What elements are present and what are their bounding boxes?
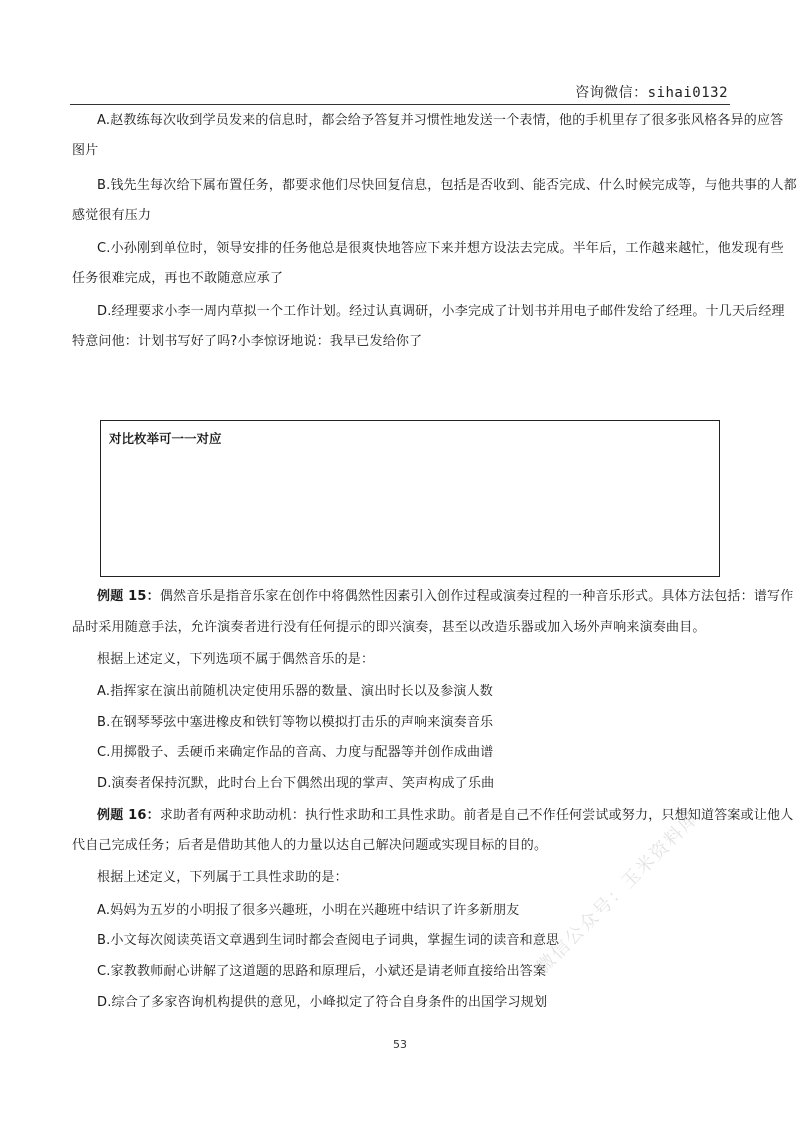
prev-option-c-line1: C.小孙刚到单位时，领导安排的任务他总是很爽快地答应下来并想方设法去完成。半年后，工作越来越忙，他发现有些	[97, 241, 784, 256]
q15-text-line2: 品时采用随意手法，允许演奏者进行没有任何提示的即兴演奏，甚至以改造乐器或加入场外声响来演奏曲目。	[72, 620, 706, 635]
prev-option-b-line1: B.钱先生每次给下属布置任务，都要求他们尽快回复信息，包括是否收到、能否完成、什么时候完成等，与他共事的人都	[97, 178, 797, 193]
watermark: 微信公众号：玉米资料库	[532, 807, 704, 978]
q15-prompt: 根据上述定义，下列选项不属于偶然音乐的是：	[97, 652, 375, 667]
q16-option-c: C.家教教师耐心讲解了这道题的思路和原理后，小斌还是请老师直接给出答案	[97, 964, 547, 979]
q15-text-line1: 偶然音乐是指音乐家在创作中将偶然性因素引入创作过程或演奏过程的一种音乐形式。具体方法包括：谱写作	[159, 589, 794, 604]
q16-label: 例题 16：	[97, 808, 160, 823]
q16-text-line1: 求助者有两种求助动机：执行性求助和工具性求助。前者是自己不作任何尝试或努力，只想知道答案或让他人	[159, 808, 794, 823]
q15-option-b: B.在钢琴琴弦中塞进橡皮和铁钉等物以模拟打击乐的声响来演奏音乐	[97, 715, 494, 730]
prev-option-a-line2: 图片	[72, 143, 99, 158]
q15-option-a: A.指挥家在演出前随机决定使用乐器的数量、演出时长以及参演人数	[97, 684, 493, 699]
q15-option-c: C.用掷骰子、丢硬币来确定作品的音高、力度与配器等并创作成曲谱	[97, 745, 494, 760]
page-number: 53	[393, 1038, 407, 1051]
q16-text-line2: 代自己完成任务；后者是借助其他人的力量以达自己解决问题或实现目标的目的。	[72, 838, 548, 853]
q15-label: 例题 15：	[97, 589, 160, 604]
q15-stem-line1	[72, 582, 794, 612]
header-contact: 咨询微信：sihai0132	[575, 85, 728, 101]
q16-option-d: D.综合了多家咨询机构提供的意见，小峰拟定了符合自身条件的出国学习规划	[97, 995, 548, 1010]
prev-option-c-line2: 任务很难完成，再也不敢随意应承了	[72, 271, 284, 286]
prev-option-a-line1: A.赵教练每次收到学员发来的信息时，都会给予答复并习惯性地发送一个表情，他的手机里存了很多张风格各异的应答	[97, 113, 784, 128]
prev-option-b-line2: 感觉很有压力	[72, 208, 152, 223]
q16-prompt: 根据上述定义，下列属于工具性求助的是：	[97, 870, 348, 885]
q16-option-a: A.妈妈为五岁的小明报了很多兴趣班，小明在兴趣班中结识了许多新朋友	[97, 903, 520, 918]
prev-option-d-line1: D.经理要求小李一周内草拟一个工作计划。经过认真调研，小李完成了计划书并用电子邮件发给了经理。十几天后经理	[97, 304, 785, 319]
prev-option-d-line2: 特意问他：计划书写好了吗?小李惊讶地说：我早已发给你了	[72, 334, 423, 349]
q16-option-b: B.小文每次阅读英语文章遇到生词时都会查阅电子词典，掌握生词的读音和意思	[97, 933, 560, 948]
q15-option-d: D.演奏者保持沉默，此时台上台下偶然出现的掌声、笑声构成了乐曲	[97, 776, 495, 791]
note-box	[100, 420, 720, 577]
page-header	[70, 76, 730, 105]
q16-stem-line1	[72, 801, 794, 831]
note-box-title: 对比枚举可一一对应	[109, 431, 222, 446]
